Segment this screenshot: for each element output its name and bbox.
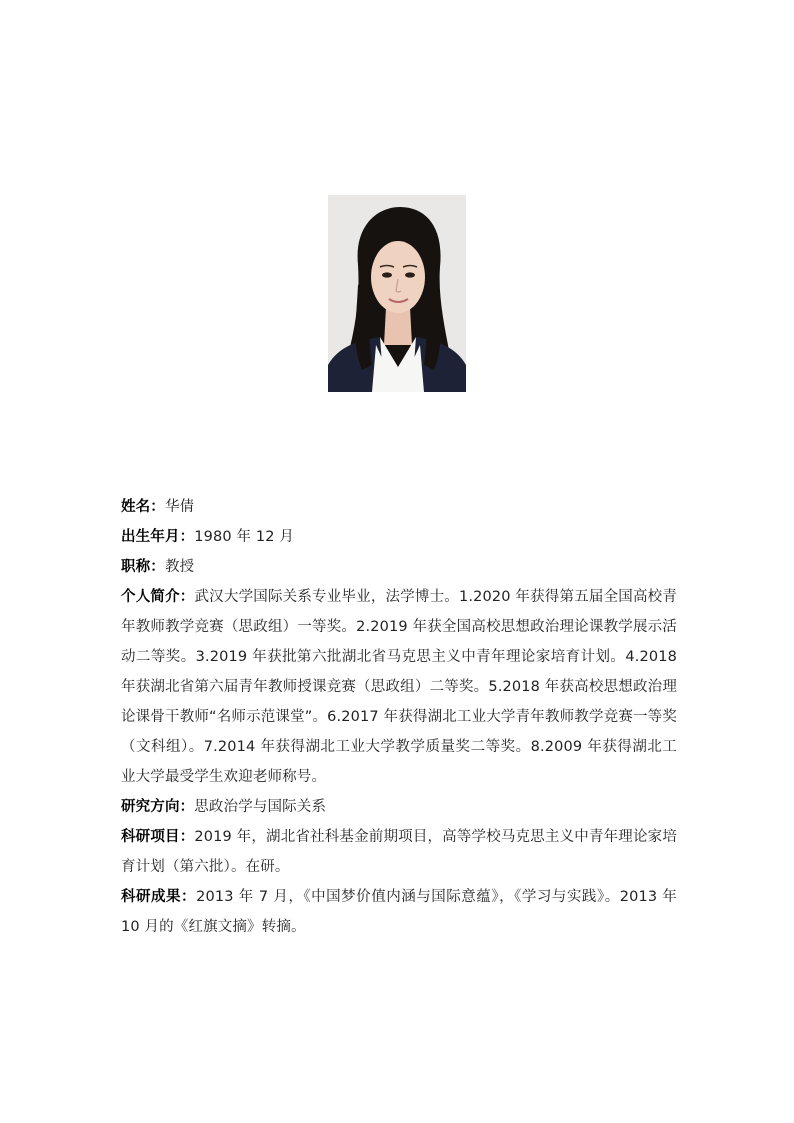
results-label: 科研成果： bbox=[121, 889, 197, 905]
birth-label: 出生年月： bbox=[121, 529, 195, 545]
intro-value: 武汉大学国际关系专业毕业，法学博士。1.2020 年获得第五届全国高校青年教师教学竞赛（思政组）一等奖。2.2019 年获全国高校思想政治理论课教学展示活动二等奖。3.2019 年获批第六批湖北省马克思主义中青年理论家培育计划。4.2018 年获湖北省第六届青年教师授课竞赛（思政组）二等奖。5.2018 年获高校思想政治理论课骨干教师“名师示范课堂”。6.2017 年获得湖北工业大学青年教师教学竞赛一等奖（文科组）。7.2014 年获得湖北工业大学教学质量奖二等奖。8.2009 年获得湖北工业大学最受学生欢迎老师称号。 bbox=[121, 589, 678, 785]
results-value: 2013 年 7 月，《中国梦价值内涵与国际意蕴》，《学习与实践》。2013 年 10 月的《红旗文摘》转摘。 bbox=[121, 889, 677, 935]
intro-row bbox=[121, 582, 677, 792]
projects-row bbox=[121, 822, 677, 882]
profile-text bbox=[121, 492, 677, 942]
research-value: 思政治学与国际关系 bbox=[194, 799, 327, 815]
name-label: 姓名： bbox=[121, 499, 165, 515]
portrait-photo bbox=[328, 195, 466, 392]
birth-row bbox=[121, 522, 677, 552]
portrait-photo-icon bbox=[328, 195, 466, 392]
research-row bbox=[121, 792, 677, 822]
title-label: 职称： bbox=[121, 559, 165, 575]
projects-value: 2019 年，湖北省社科基金前期项目，高等学校马克思主义中青年理论家培育计划（第六批）。在研。 bbox=[121, 829, 677, 875]
research-label: 研究方向： bbox=[121, 799, 195, 815]
name-value: 华倩 bbox=[164, 499, 195, 515]
results-row bbox=[121, 882, 677, 942]
name-row bbox=[121, 492, 677, 522]
projects-label: 科研项目： bbox=[121, 829, 195, 845]
title-row bbox=[121, 552, 677, 582]
birth-value: 1980 年 12 月 bbox=[194, 529, 295, 545]
intro-label: 个人简介： bbox=[121, 589, 195, 605]
title-value: 教授 bbox=[164, 559, 195, 575]
